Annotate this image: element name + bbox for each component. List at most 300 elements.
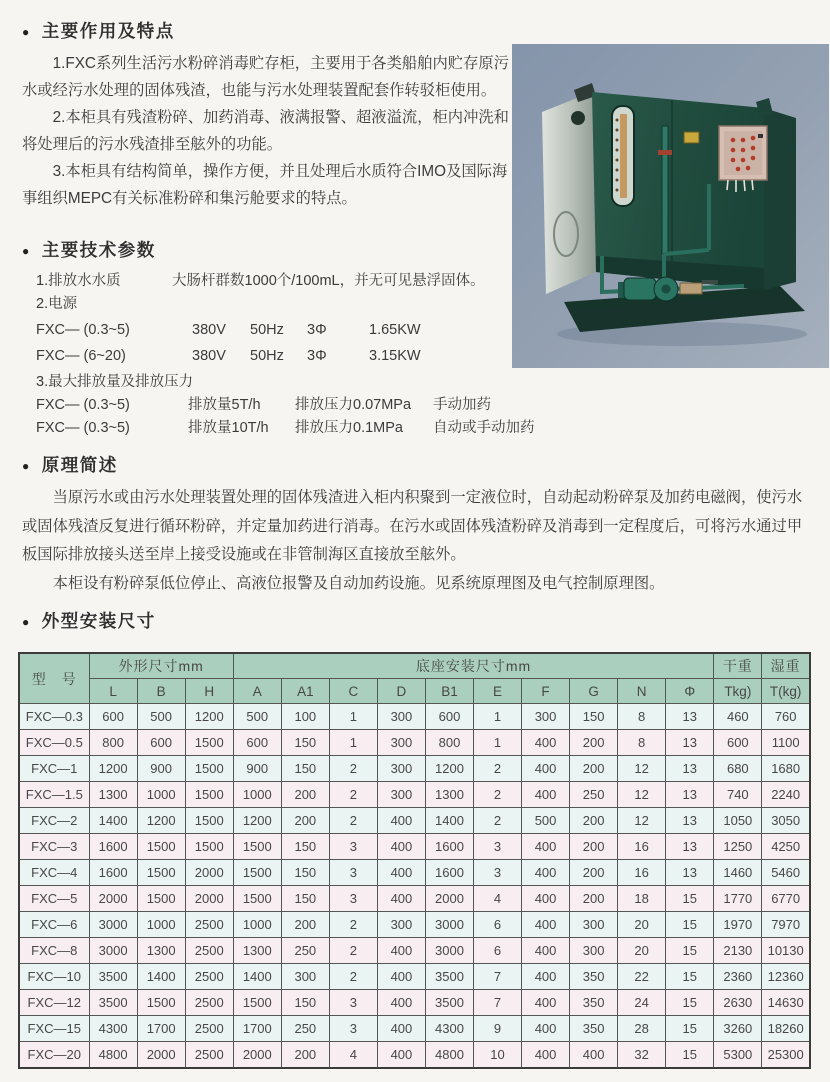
cell-A: 1500 (233, 886, 281, 912)
cell-E: 9 (473, 1016, 521, 1042)
cell-F: 400 (522, 964, 570, 990)
section-title-text: 主要作用及特点 (41, 21, 175, 41)
cell-L: 1400 (89, 808, 137, 834)
cell-E: 6 (473, 912, 521, 938)
cell-N: 32 (618, 1042, 666, 1069)
table-row (19, 1042, 810, 1069)
cell-Phi: 15 (666, 886, 714, 912)
cell-C: 3 (329, 834, 377, 860)
cell-B1: 3500 (425, 990, 473, 1016)
cell-Phi: 13 (666, 704, 714, 730)
discharge-spec-row (36, 417, 535, 440)
dosing-mode: 手动加药 (433, 397, 491, 413)
cell-D: 400 (377, 990, 425, 1016)
discharge-label: 3.最大排放量及排放压力 (36, 374, 194, 390)
cell-G: 200 (570, 808, 618, 834)
sub-header-cell: H (185, 679, 233, 704)
cell-G: 200 (570, 730, 618, 756)
sub-header-cell: D (377, 679, 425, 704)
cell-wet-weight: 1680 (762, 756, 810, 782)
cell-dry-weight: 600 (714, 730, 762, 756)
cell-model: FXC—2 (19, 808, 89, 834)
cell-dry-weight: 2130 (714, 938, 762, 964)
table-row (19, 782, 810, 808)
discharge-spec-rows (36, 394, 535, 440)
bullet-icon: ● (22, 614, 31, 629)
cell-B1: 4800 (425, 1042, 473, 1069)
cell-wet-weight: 18260 (762, 1016, 810, 1042)
bullet-icon: ● (22, 458, 31, 473)
cell-dry-weight: 1970 (714, 912, 762, 938)
cell-A: 1200 (233, 808, 281, 834)
cell-E: 6 (473, 938, 521, 964)
cell-D: 300 (377, 704, 425, 730)
cell-H: 1500 (185, 730, 233, 756)
cell-A: 500 (233, 704, 281, 730)
cell-A1: 150 (281, 756, 329, 782)
cell-model: FXC—1 (19, 756, 89, 782)
cell-B: 1000 (137, 782, 185, 808)
sub-header-cell: L (89, 679, 137, 704)
principle-section-title (22, 452, 118, 477)
power-spec-row (36, 345, 526, 368)
cell-N: 22 (618, 964, 666, 990)
cell-L: 4300 (89, 1016, 137, 1042)
paragraph: 本柜设有粉碎泵低位停止、高液位报警及自动加药设施。见系统原理图及电气控制原理图。 (52, 574, 665, 592)
sub-header-cell: F (522, 679, 570, 704)
cell-N: 20 (618, 912, 666, 938)
cell-model: FXC—0.3 (19, 704, 89, 730)
cell-D: 400 (377, 1042, 425, 1069)
cell-L: 800 (89, 730, 137, 756)
cell-A: 600 (233, 730, 281, 756)
cell-N: 16 (618, 834, 666, 860)
cell-B: 2000 (137, 1042, 185, 1069)
cell-dry-weight: 740 (714, 782, 762, 808)
cell-wet-weight: 3050 (762, 808, 810, 834)
cell-model: FXC—20 (19, 1042, 89, 1069)
cell-L: 4800 (89, 1042, 137, 1069)
cell-F: 400 (522, 1042, 570, 1069)
sub-header-cell: A (233, 679, 281, 704)
cell-dry-weight: 1460 (714, 860, 762, 886)
cell-dry-weight: 1050 (714, 808, 762, 834)
cell-B1: 1300 (425, 782, 473, 808)
cell-model: FXC—15 (19, 1016, 89, 1042)
cell-B1: 3000 (425, 912, 473, 938)
cell-A1: 150 (281, 990, 329, 1016)
cell-model: FXC—0.5 (19, 730, 89, 756)
cell-E: 1 (473, 704, 521, 730)
cell-C: 2 (329, 808, 377, 834)
cell-F: 400 (522, 860, 570, 886)
parameters-list (36, 270, 535, 440)
power-label: 2.电源 (36, 296, 78, 312)
parameters-section-title (22, 237, 156, 262)
cell-H: 1500 (185, 808, 233, 834)
cell-A1: 200 (281, 782, 329, 808)
cell-H: 2500 (185, 1042, 233, 1069)
model-code: FXC— (6~20) (36, 348, 126, 364)
cell-F: 400 (522, 990, 570, 1016)
sub-header-cell: C (329, 679, 377, 704)
paragraph: 2.本柜具有残渣粉碎、加药消毒、液满报警、超液溢流，柜内冲洗和将处理后的污水残渣排至舷外的功能。 (22, 109, 509, 153)
cell-B1: 4300 (425, 1016, 473, 1042)
cell-B1: 2000 (425, 886, 473, 912)
section-title-text: 外型安装尺寸 (41, 611, 156, 631)
cell-N: 8 (618, 730, 666, 756)
cell-G: 350 (570, 990, 618, 1016)
header-base-dims: 底座安装尺寸mm (233, 653, 714, 679)
power-rating: 1.65KW (369, 322, 421, 338)
cell-B1: 1600 (425, 834, 473, 860)
cell-L: 1300 (89, 782, 137, 808)
cell-Phi: 15 (666, 964, 714, 990)
cell-L: 2000 (89, 886, 137, 912)
discharge-fitting (680, 283, 702, 294)
cell-E: 4 (473, 886, 521, 912)
cell-A1: 100 (281, 704, 329, 730)
cell-N: 20 (618, 938, 666, 964)
cell-A: 1000 (233, 782, 281, 808)
table-row (19, 860, 810, 886)
cell-C: 3 (329, 886, 377, 912)
cell-B: 1300 (137, 938, 185, 964)
sub-header-cell: T(kg) (762, 679, 810, 704)
cell-F: 400 (522, 912, 570, 938)
bullet-icon: ● (22, 243, 31, 258)
header-wet-weight: 湿重 (762, 653, 810, 679)
header-model: 型 号 (19, 653, 89, 704)
cell-B: 1500 (137, 860, 185, 886)
bullet-icon: ● (22, 24, 31, 39)
cell-model: FXC—12 (19, 990, 89, 1016)
cell-E: 2 (473, 782, 521, 808)
pump-inlet (662, 285, 671, 294)
cell-H: 2500 (185, 990, 233, 1016)
cell-D: 300 (377, 782, 425, 808)
cell-Phi: 15 (666, 1016, 714, 1042)
cell-B: 1500 (137, 886, 185, 912)
cell-dry-weight: 1770 (714, 886, 762, 912)
cell-H: 2500 (185, 912, 233, 938)
paragraph: 当原污水或由污水处理装置处理的固体残渣进入柜内积聚到一定液位时，自动起动粉碎泵及加药电磁阀，使污水或固体残渣反复进行循环粉碎，并定量加药进行消毒。在污水或固体残渣粉碎及消毒到一定程度后，可将污水通过甲板国际排放接头送至岸上接受设施或在非管制海区直接放至舷外。 (22, 489, 803, 563)
cell-L: 1600 (89, 860, 137, 886)
cell-F: 400 (522, 756, 570, 782)
cell-F: 500 (522, 808, 570, 834)
cell-H: 2500 (185, 1016, 233, 1042)
cell-G: 400 (570, 1042, 618, 1069)
cell-D: 400 (377, 964, 425, 990)
cell-H: 2500 (185, 938, 233, 964)
dosing-pipe (662, 126, 668, 254)
cell-C: 3 (329, 860, 377, 886)
cell-A: 2000 (233, 1042, 281, 1069)
cell-L: 3500 (89, 990, 137, 1016)
valve-handle (658, 150, 672, 155)
cell-B: 1400 (137, 964, 185, 990)
cell-L: 3500 (89, 964, 137, 990)
cell-B: 1500 (137, 990, 185, 1016)
cell-N: 8 (618, 704, 666, 730)
cell-wet-weight: 7970 (762, 912, 810, 938)
cell-B1: 800 (425, 730, 473, 756)
cell-D: 400 (377, 1016, 425, 1042)
cell-G: 200 (570, 860, 618, 886)
section-title-text: 原理简述 (41, 455, 118, 475)
cell-model: FXC—3 (19, 834, 89, 860)
cell-B1: 600 (425, 704, 473, 730)
tank-left-panel (542, 92, 596, 294)
frequency: 50Hz (250, 322, 284, 338)
sub-header-cell: E (473, 679, 521, 704)
paragraph: 3.本柜具有结构简单，操作方便，并且处理后水质符合IMO及国际海事组织MEPC有关标准粉碎和集污舱要求的特点。 (22, 163, 508, 207)
phase: 3Φ (307, 348, 327, 364)
model-code: FXC— (0.3~5) (36, 322, 130, 338)
cell-B1: 1400 (425, 808, 473, 834)
cell-N: 28 (618, 1016, 666, 1042)
cell-C: 1 (329, 730, 377, 756)
cell-B1: 1200 (425, 756, 473, 782)
cell-dry-weight: 2360 (714, 964, 762, 990)
features-section-title (22, 18, 175, 43)
cell-Phi: 13 (666, 782, 714, 808)
cell-dry-weight: 460 (714, 704, 762, 730)
tank-right-face (764, 108, 796, 290)
cell-A: 1500 (233, 860, 281, 886)
cell-D: 400 (377, 808, 425, 834)
cell-B1: 1600 (425, 860, 473, 886)
cell-G: 350 (570, 964, 618, 990)
header-dry-weight: 干重 (714, 653, 762, 679)
table-row (19, 886, 810, 912)
cell-H: 2500 (185, 964, 233, 990)
cell-E: 7 (473, 990, 521, 1016)
cell-wet-weight: 25300 (762, 1042, 810, 1069)
cell-E: 1 (473, 730, 521, 756)
header-outer-dims: 外形尺寸mm (89, 653, 233, 679)
cell-G: 300 (570, 912, 618, 938)
cell-D: 300 (377, 756, 425, 782)
dosing-mode: 自动或手动加药 (433, 420, 535, 436)
cell-A: 1000 (233, 912, 281, 938)
cell-B: 1000 (137, 912, 185, 938)
cell-dry-weight: 2630 (714, 990, 762, 1016)
cell-Phi: 15 (666, 990, 714, 1016)
cell-D: 400 (377, 938, 425, 964)
sub-header-cell: G (570, 679, 618, 704)
cell-F: 400 (522, 782, 570, 808)
cell-E: 3 (473, 834, 521, 860)
cell-E: 3 (473, 860, 521, 886)
cell-F: 300 (522, 704, 570, 730)
table-row (19, 808, 810, 834)
principle-paragraphs (22, 484, 814, 598)
cell-C: 3 (329, 990, 377, 1016)
cell-Phi: 13 (666, 756, 714, 782)
cell-Phi: 13 (666, 808, 714, 834)
cell-B1: 3500 (425, 964, 473, 990)
features-paragraphs (22, 50, 516, 212)
cell-wet-weight: 10130 (762, 938, 810, 964)
power-spec-row (36, 319, 526, 342)
cell-L: 3000 (89, 938, 137, 964)
discharge-rate: 排放量10T/h (188, 420, 269, 436)
cell-Phi: 15 (666, 912, 714, 938)
cell-G: 200 (570, 834, 618, 860)
table-row (19, 730, 810, 756)
cell-N: 12 (618, 782, 666, 808)
cell-E: 2 (473, 808, 521, 834)
cell-dry-weight: 3260 (714, 1016, 762, 1042)
cell-C: 2 (329, 938, 377, 964)
cell-model: FXC—5 (19, 886, 89, 912)
sub-header-row (19, 679, 810, 704)
cell-A: 1700 (233, 1016, 281, 1042)
cell-N: 16 (618, 860, 666, 886)
cell-C: 2 (329, 782, 377, 808)
cell-wet-weight: 1100 (762, 730, 810, 756)
cell-G: 350 (570, 1016, 618, 1042)
cell-H: 2000 (185, 860, 233, 886)
cell-C: 3 (329, 1016, 377, 1042)
product-photo (512, 44, 829, 368)
voltage: 380V (192, 322, 226, 338)
cell-H: 1200 (185, 704, 233, 730)
table-row (19, 704, 810, 730)
sight-glass-tube (620, 114, 627, 198)
nameplate (684, 132, 699, 143)
cell-F: 400 (522, 730, 570, 756)
cell-A1: 250 (281, 1016, 329, 1042)
cell-B: 600 (137, 730, 185, 756)
cell-B: 1500 (137, 834, 185, 860)
cell-C: 2 (329, 964, 377, 990)
item-label: 1.排放水水质 (36, 273, 121, 289)
cell-C: 2 (329, 756, 377, 782)
item-value: 大肠杆群数1000个/100mL，并无可见悬浮固体。 (172, 273, 485, 289)
table-row (19, 938, 810, 964)
cell-B: 1700 (137, 1016, 185, 1042)
cell-B: 900 (137, 756, 185, 782)
cell-G: 150 (570, 704, 618, 730)
cell-B: 500 (137, 704, 185, 730)
frequency: 50Hz (250, 348, 284, 364)
cell-A1: 200 (281, 1042, 329, 1069)
power-rating: 3.15KW (369, 348, 421, 364)
cell-A: 1500 (233, 834, 281, 860)
cell-D: 300 (377, 730, 425, 756)
side-fitting (571, 111, 585, 125)
cell-Phi: 15 (666, 1042, 714, 1069)
cell-H: 2000 (185, 886, 233, 912)
cell-Phi: 13 (666, 730, 714, 756)
sub-header-cell: Φ (666, 679, 714, 704)
cell-wet-weight: 2240 (762, 782, 810, 808)
control-panel-door (724, 131, 762, 175)
cell-wet-weight: 14630 (762, 990, 810, 1016)
cell-N: 12 (618, 808, 666, 834)
discharge-valve-handle (702, 280, 718, 284)
cell-F: 400 (522, 1016, 570, 1042)
cell-C: 4 (329, 1042, 377, 1069)
cell-E: 10 (473, 1042, 521, 1069)
cell-A: 1300 (233, 938, 281, 964)
sub-header-cell: B (137, 679, 185, 704)
cell-N: 12 (618, 756, 666, 782)
cell-model: FXC—8 (19, 938, 89, 964)
sub-header-cell: Tkg) (714, 679, 762, 704)
cell-N: 24 (618, 990, 666, 1016)
cell-F: 400 (522, 834, 570, 860)
table-row (19, 1016, 810, 1042)
cell-B: 1200 (137, 808, 185, 834)
cell-Phi: 13 (666, 834, 714, 860)
cell-A1: 150 (281, 860, 329, 886)
cell-G: 200 (570, 756, 618, 782)
table-header (19, 653, 810, 704)
cell-wet-weight: 4250 (762, 834, 810, 860)
discharge-rate: 排放量5T/h (188, 397, 261, 413)
table-body (19, 704, 810, 1069)
cell-A: 1400 (233, 964, 281, 990)
cell-Phi: 13 (666, 860, 714, 886)
cell-G: 250 (570, 782, 618, 808)
phase: 3Φ (307, 322, 327, 338)
cell-N: 18 (618, 886, 666, 912)
discharge-pressure: 排放压力0.1MPa (295, 420, 403, 436)
table-row (19, 964, 810, 990)
cell-A1: 150 (281, 834, 329, 860)
cell-L: 3000 (89, 912, 137, 938)
table-row (19, 912, 810, 938)
group-header-row (19, 653, 810, 679)
cell-A1: 200 (281, 808, 329, 834)
discharge-pressure: 排放压力0.07MPa (295, 397, 412, 413)
cell-wet-weight: 5460 (762, 860, 810, 886)
water-quality-line (36, 270, 526, 293)
cell-F: 400 (522, 938, 570, 964)
table-row (19, 756, 810, 782)
cell-H: 1500 (185, 782, 233, 808)
pump-motor (624, 278, 656, 300)
cell-F: 400 (522, 886, 570, 912)
model-code: FXC— (0.3~5) (36, 420, 130, 436)
cell-L: 1600 (89, 834, 137, 860)
cell-dry-weight: 680 (714, 756, 762, 782)
table-row (19, 990, 810, 1016)
cell-A: 1500 (233, 990, 281, 1016)
cell-E: 7 (473, 964, 521, 990)
cell-C: 2 (329, 912, 377, 938)
model-code: FXC— (0.3~5) (36, 397, 130, 413)
table-row (19, 834, 810, 860)
paragraph: 1.FXC系列生活污水粉碎消毒贮存柜，主要用于各类船舶内贮存原污水或经污水处理的固体残渣，也能与污水处理装置配套作转驳柜使用。 (22, 55, 509, 99)
cell-H: 1500 (185, 756, 233, 782)
cell-D: 300 (377, 912, 425, 938)
cell-C: 1 (329, 704, 377, 730)
cell-D: 400 (377, 834, 425, 860)
cell-dry-weight: 1250 (714, 834, 762, 860)
cell-G: 300 (570, 938, 618, 964)
cell-A1: 150 (281, 886, 329, 912)
cell-model: FXC—1.5 (19, 782, 89, 808)
cell-model: FXC—4 (19, 860, 89, 886)
sub-header-cell: B1 (425, 679, 473, 704)
cell-model: FXC—6 (19, 912, 89, 938)
sub-header-cell: N (618, 679, 666, 704)
cell-L: 600 (89, 704, 137, 730)
